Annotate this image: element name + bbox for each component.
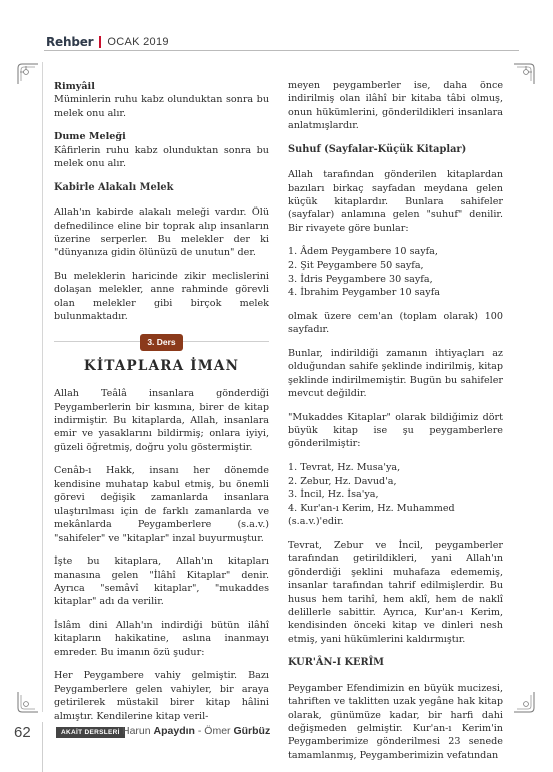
list-item: 4. İbrahim Peygamber 10 sayfa (288, 287, 440, 299)
kitaplar-paragraph-4: İslâm dini Allah'ın indirdiği bütün ilâhî kitapların hakikatine, aslına inanmayı emreder. Bu imanın özü şudur: (54, 619, 269, 658)
page-footer (0, 722, 553, 742)
mukaddes-intro-paragraph: "Mukaddes Kitaplar" olarak bildiğimiz dört büyük kitap ise şu peygamberlere gönderilmiştir: (288, 411, 503, 450)
kabir-paragraph-2: Bu meleklerin haricinde zikir meclislerini dolaşan melekler, anne rahminde görevli olan melekler gibi birçok melek bulunmaktadır. (54, 271, 269, 323)
total-pages-paragraph: olmak üzere cem'an (toplam olarak) 100 sayfadır. (288, 310, 503, 336)
list-item: 1. Âdem Peygambere 10 sayfa, (288, 246, 438, 258)
rimyail-text: Müminlerin ruhu kabz olunduktan sonra bu melek onu alır. (54, 94, 269, 119)
suhuf-paragraph: Allah tarafından gönderilen kitaplardan bazıları birkaç sayfadan meydana gelen küçük kitaplardır. Bunlara sahifeler (sayfalar) anlamına gelen "suhuf" denilir. Bir rivayete göre bunlar: (288, 169, 503, 234)
header-separator (99, 36, 101, 48)
rimyail-block (54, 80, 269, 120)
left-column (54, 80, 269, 733)
author-separator: - (194, 725, 205, 737)
list-item: 2. Şit Peygambere 50 sayfa, (288, 260, 424, 272)
kuran-heading: KUR'ÂN-I KERÎM (288, 657, 385, 669)
series-badge: AKAİT DERSLERİ (56, 727, 125, 738)
kitaplar-paragraph-2: Cenâb-ı Hakk, insanı her dönemde kendisine muhatap kabul etmiş, bu önemli görevi değişik zamanlarda insanlara ulaştırılması için de farklı zamanlarda ve mekânlarda Peygamberlere (s.a.v.) "sahifeler" ve "kitaplar" inzal buyurmuştur. (54, 465, 269, 544)
dume-block (54, 130, 269, 170)
lesson-divider (54, 334, 269, 348)
footer-separator (42, 722, 43, 772)
list-item: 3. İncil, Hz. İsa'ya, (288, 489, 379, 501)
kabir-paragraph-1: Allah'ın kabirde alakalı meleği vardır. Ölü defnedilince eline bir toprak alıp insanların üzerine serperler. Bu melekler der ki "dünyanıza gidin ölünüzü de unutun" der. (54, 207, 269, 259)
kitaplar-paragraph-1: Allah Teâlâ insanlara gönderdiği Peygamberlerin bir kısmına, birer de kitap indirmiştir. Bu kitaplarda, Allah, insanlara emir ve yasaklarını bildirmiş; onlara iyiyi, güzeli öğretmiş, doğru yolu göstermiştir. (54, 388, 269, 453)
right-column (288, 79, 503, 772)
ornament-bottom-right-icon (512, 690, 536, 714)
dume-title: Dume Meleği (54, 131, 126, 143)
kitap-list (288, 461, 503, 529)
author1-last: Apaydın (153, 725, 195, 737)
brand-logo: Rehber (46, 35, 94, 49)
page-number: 62 (14, 724, 31, 741)
list-item: 2. Zebur, Hz. Davud'a, (288, 475, 397, 487)
author2-last: Gürbüz (233, 725, 271, 737)
kabir-heading: Kabirle Alakalı Melek (54, 181, 174, 193)
rimyail-title: Rimyâil (54, 81, 95, 92)
dume-text: Kâfirlerin ruhu kabz olunduktan sonra bu melek onu alır. (54, 144, 269, 170)
sahife-list (288, 245, 503, 299)
ornament-top-right-icon (512, 62, 536, 86)
list-item: 4. Kur'an-ı Kerim, Hz. Muhammed (s.a.v.)'edir. (288, 502, 455, 528)
author1-first: Harun (122, 725, 151, 737)
kuran-paragraph: Peygamber Efendimizin en büyük mucizesi, tahriften ve taklitten uzak yegâne hak kitap olarak, günümüze kadar, bir harfi dahi değişmeden gelmiştir. Kur'an-ı Kerim'in Peygamberimize gönderilmesi 23 senede tamamlanmış, Peygamberimizin vefatından (288, 682, 503, 761)
tahrif-paragraph: Tevrat, Zebur ve İncil, peygamberler tarafından getirildikleri, yani Allah'ın gönderdiği şeklini muhafaza edememiş, insanlar tarafından tahrif edilmişlerdir. Bu husus hem tarihî, hem aklî, hem de naklî delillerle sabittir. Ayrıca, Kur'an-ı Kerim, kendisinden önceki kitap ve dinleri nesh etmiş, yani hükümlerini kaldırmıştır. (288, 540, 503, 645)
list-item: 3. İdris Peygambere 30 sayfa, (288, 273, 433, 285)
sahife-history-paragraph: Bunlar, indirildiği zamanın ihtiyaçları az olduğundan sahife şeklinde indirilmiş, kitap şeklinde indirilmemiştir. Bugün bu sahifeler mevcut değildir. (288, 347, 503, 400)
ornament-bottom-left-icon (16, 690, 40, 714)
issue-date: OCAK 2019 (107, 36, 169, 48)
lesson-badge: 3. Ders (140, 334, 182, 351)
list-item: 1. Tevrat, Hz. Musa'ya, (288, 462, 401, 474)
kitaplar-paragraph-3: İşte bu kitaplara, Allah'ın kitapları manasına gelen "İlâhî Kitaplar" denir. Ayrıca "semâvî kitaplar", "mukaddes kitaplar" adı da verilir. (54, 556, 269, 608)
ornament-top-left-icon (16, 62, 40, 86)
kitaplar-paragraph-5: Her Peygambere vahiy gelmiştir. Bazı Peygamberlere gelen vahiyler, bir araya getirilerek müstakil birer kitap hâlini almıştır. Kendilerine kitap veril- (54, 670, 269, 722)
authors (122, 725, 270, 737)
continuation-paragraph: meyen peygamberler ise, daha önce indirilmiş olan ilâhî bir kitaba tâbi olmuş, onun hükümlerini, gönderildikleri insanlara anlatmışlardır. (288, 80, 503, 132)
author2-first: Ömer (204, 725, 231, 737)
section-title: KİTAPLARA İMAN (83, 357, 240, 374)
suhuf-heading: Suhuf (Sayfalar-Küçük Kitaplar) (288, 143, 467, 155)
left-margin-rule (42, 62, 43, 712)
header-rule (44, 50, 519, 51)
page-header (46, 34, 169, 50)
